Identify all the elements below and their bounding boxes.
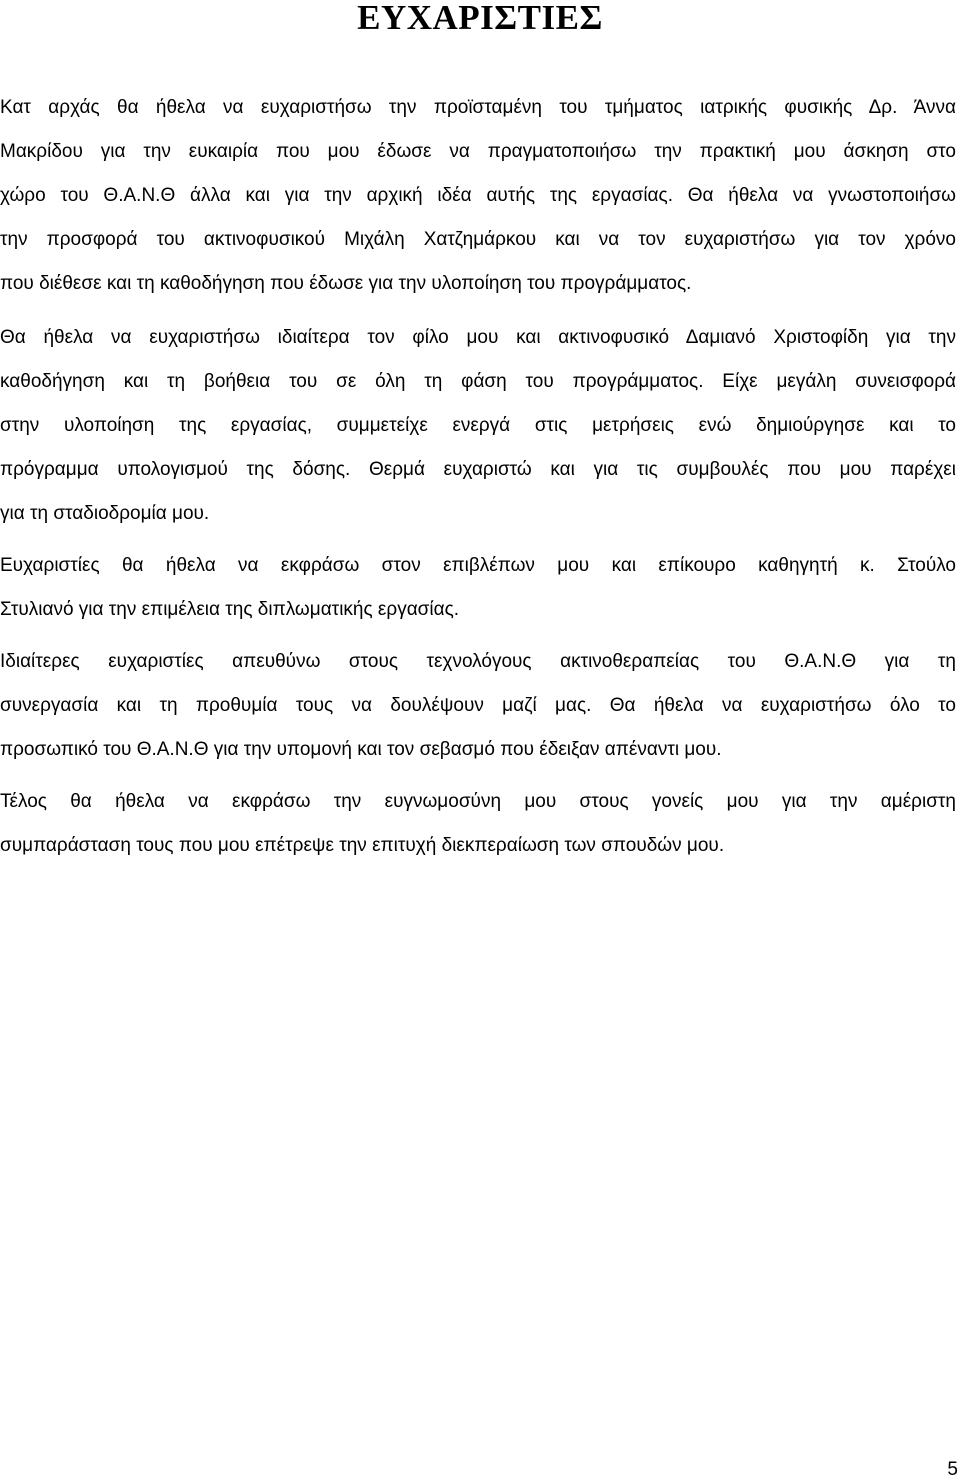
paragraph-line: Τέλος θα ήθελα να εκφράσω την ευγνωμοσύνη μου στους γονείς μου για την αμέριστη bbox=[0, 791, 956, 812]
paragraph-line: στην υλοποίηση της εργασίας, συμμετείχε ενεργά στις μετρήσεις ενώ δημιούργησε και το bbox=[0, 415, 956, 436]
acknowledgements-body bbox=[0, 86, 956, 868]
page-title: ΕΥΧΑΡΙΣΤΙΕΣ bbox=[357, 0, 603, 37]
paragraph-line: πρόγραμμα υπολογισμού της δόσης. Θερμά ευχαριστώ και για τις συμβουλές που μου παρέχει bbox=[0, 459, 956, 480]
paragraph-line: Κατ αρχάς θα ήθελα να ευχαριστήσω την προϊσταμένη του τμήματος ιατρικής φυσικής Δρ. Άννα bbox=[0, 97, 956, 118]
paragraph-2 bbox=[0, 316, 956, 536]
paragraph-3 bbox=[0, 544, 956, 632]
paragraph-line: συνεργασία και τη προθυμία τους να δουλέψουν μαζί μας. Θα ήθελα να ευχαριστήσω όλο το bbox=[0, 695, 956, 716]
paragraph-spacer bbox=[0, 536, 956, 544]
paragraph-line: που διέθεσε και τη καθοδήγηση που έδωσε για την υλοποίηση του προγράμματος. bbox=[0, 273, 692, 294]
paragraph-line: προσωπικό του Θ.Α.Ν.Θ για την υπομονή και τον σεβασμό που έδειξαν απέναντι μου. bbox=[0, 739, 722, 760]
paragraph-line: καθοδήγηση και τη βοήθεια του σε όλη τη φάση του προγράμματος. Είχε μεγάλη συνεισφορά bbox=[0, 371, 956, 392]
paragraph-line: Στυλιανό για την επιμέλεια της διπλωματικής εργασίας. bbox=[0, 599, 460, 620]
paragraph-line: συμπαράσταση τους που μου επέτρεψε την επιτυχή διεκπεραίωση των σπουδών μου. bbox=[0, 835, 725, 856]
paragraph-spacer bbox=[0, 772, 956, 780]
paragraph-5 bbox=[0, 780, 956, 868]
paragraph-line: Θα ήθελα να ευχαριστήσω ιδιαίτερα τον φίλο μου και ακτινοφυσικό Δαμιανό Χριστοφίδη για την bbox=[0, 327, 956, 348]
paragraph-spacer bbox=[0, 306, 956, 316]
paragraph-1 bbox=[0, 86, 956, 306]
paragraph-line: Μακρίδου για την ευκαιρία που μου έδωσε να πραγματοποιήσω την πρακτική μου άσκηση στο bbox=[0, 141, 956, 162]
paragraph-line: χώρο του Θ.Α.Ν.Θ άλλα και για την αρχική ιδέα αυτής της εργασίας. Θα ήθελα να γνωστοποιήσω bbox=[0, 185, 956, 206]
paragraph-line: Ιδιαίτερες ευχαριστίες απευθύνω στους τεχνολόγους ακτινοθεραπείας του Θ.Α.Ν.Θ για τη bbox=[0, 651, 956, 672]
paragraph-line: για τη σταδιοδρομία μου. bbox=[0, 503, 210, 524]
paragraph-line: Ευχαριστίες θα ήθελα να εκφράσω στον επιβλέπων μου και επίκουρο καθηγητή κ. Στούλο bbox=[0, 555, 956, 576]
paragraph-4 bbox=[0, 640, 956, 772]
page-number: 5 bbox=[947, 1459, 958, 1480]
paragraph-line: την προσφορά του ακτινοφυσικού Μιχάλη Χατζημάρκου και να τον ευχαριστήσω για τον χρόνο bbox=[0, 229, 956, 250]
paragraph-spacer bbox=[0, 632, 956, 640]
